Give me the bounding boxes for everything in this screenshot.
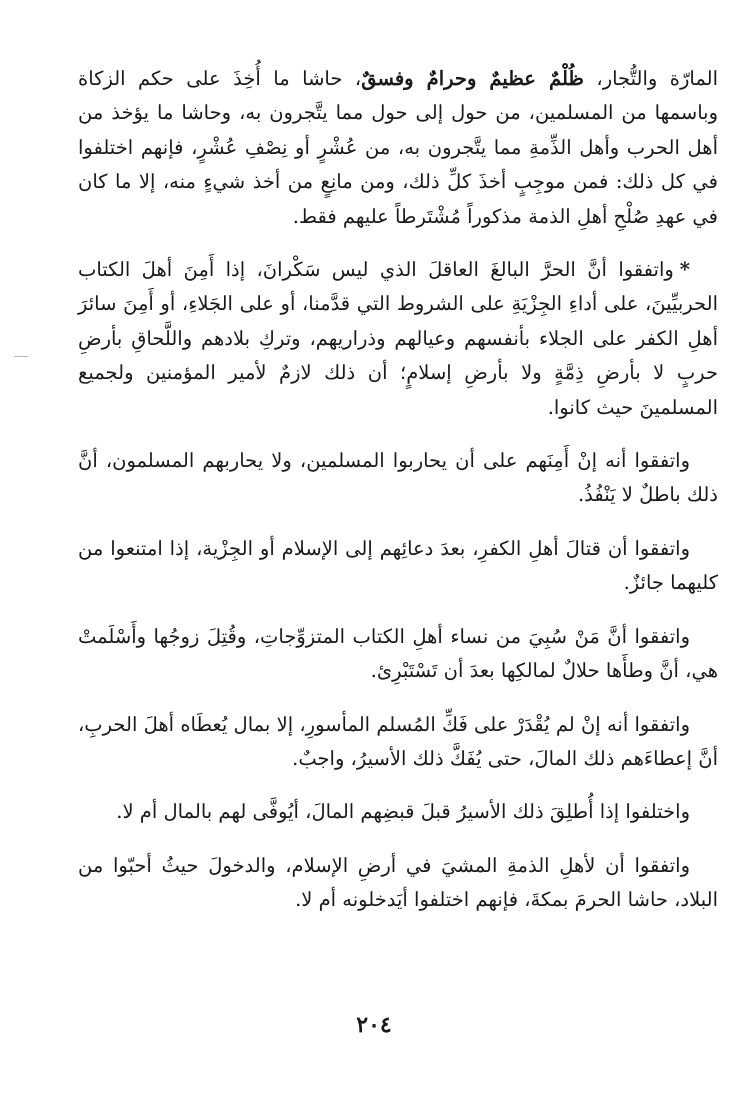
- paragraph-4: واتفقوا أن قتالَ أهلِ الكفرِ، بعدَ دعائِهم إلى الإسلام أو الجِزْية، إذا امتنعوا من كليهما جائزٌ.: [78, 536, 718, 595]
- paragraph-8: واتفقوا أن لأهلِ الذمةِ المشيَ في أرضِ الإسلام، والدخولَ حيثُ أحبّوا من البلاد، حاشا الحرمَ بمكةَ، فإنهم اختلفوا أيَدخلونه أم لا.: [78, 853, 718, 912]
- paragraph-3: واتفقوا أنه إنْ أَمِنَهم على أن يحاربوا المسلمين، ولا يحاربهم المسلمون، أنَّ ذلك باطلٌ لا يَنْفُذُ.: [78, 449, 718, 507]
- paragraph-2: [78, 253, 718, 425]
- paragraph-1: [78, 62, 718, 234]
- page-number: ٢٠٤: [356, 1012, 392, 1038]
- paragraph-5: واتفقوا أنَّ مَنْ سُبِيَ من نساء أهلِ الكتاب المتزوِّجاتِ، وقُتِلَ زوجُها وأَسْلَمتْ هي، أنَّ وطأَها حلالٌ لمالكِها بعدَ أن تَسْتَبْرِئ.: [78, 624, 718, 683]
- paragraph-7: واختلفوا إذا أُطلِقَ ذلك الأسيرُ قبلَ قبضِهم المالَ، أيُوفَّى لهم بالمال أم لا.: [116, 800, 690, 824]
- paragraph-6: واتفقوا أنه إنْ لم يُقْدَرْ على فَكِّ المُسلم المأسورِ، إلا بمال يُعطَاه أهلَ الحربِ، أنَّ إعطاءَهم ذلك المالَ، حتى يُفَكَّ ذلك الأسيرُ، واجبٌ.: [78, 712, 718, 770]
- paragraph-1-bold-phrase: ظُلْمٌ عظيمٌ وحرامٌ وفسقٌ: [361, 67, 584, 90]
- paragraph-2-text: واتفقوا أنَّ الحرَّ البالغَ العاقلَ الذي ليس سَكْرانَ، إذا أَمِنَ أهلَ الكتاب الحربيِّينَ، على أداءِ الجِزْيَةِ على الشروط التي قدَّمنا، أو على الجَلاءِ، أو أَمِنَ سائرَ أهلِ الكفر على الجلاء بأنفسهم وعيالهم وذراريهم، وتركِ بلادهم واللَّحاقِ بأرضِ حربٍ لا بأرضِ ذِمَّةٍ ولا بأرضِ إسلامٍ؛ أن ذلك لازمٌ لأمير المؤمنين ولجميع المسلمينَ حيث كانوا.: [78, 258, 718, 419]
- document-body: [78, 62, 718, 918]
- margin-mark: [14, 356, 28, 357]
- paragraph-1-rest: ، حاشا ما أُخِذَ على حكم الزكاة وباسمها من المسلمين، من حول إلى حول مما يتَّجرون به، وحاشا ما يؤخذ من أهل الحرب وأهل الذِّمةِ مما يتَّجرون به، من عُشْرٍ أو نِصْفِ عُشْرٍ، فإنهم اختلفوا في كل ذلك: فمن موجِبٍ أخذَ كلِّ ذلك، ومن مانِعٍ من أخذ شيءٍ منه، إلا ما كان في عهدِ صُلْحِ أهلِ الذمة مذكوراً مُشْتَرطاً عليهم فقط.: [78, 67, 718, 228]
- paragraph-1-start: المارّة والتُّجار،: [583, 67, 718, 90]
- star-marker: *: [679, 258, 690, 282]
